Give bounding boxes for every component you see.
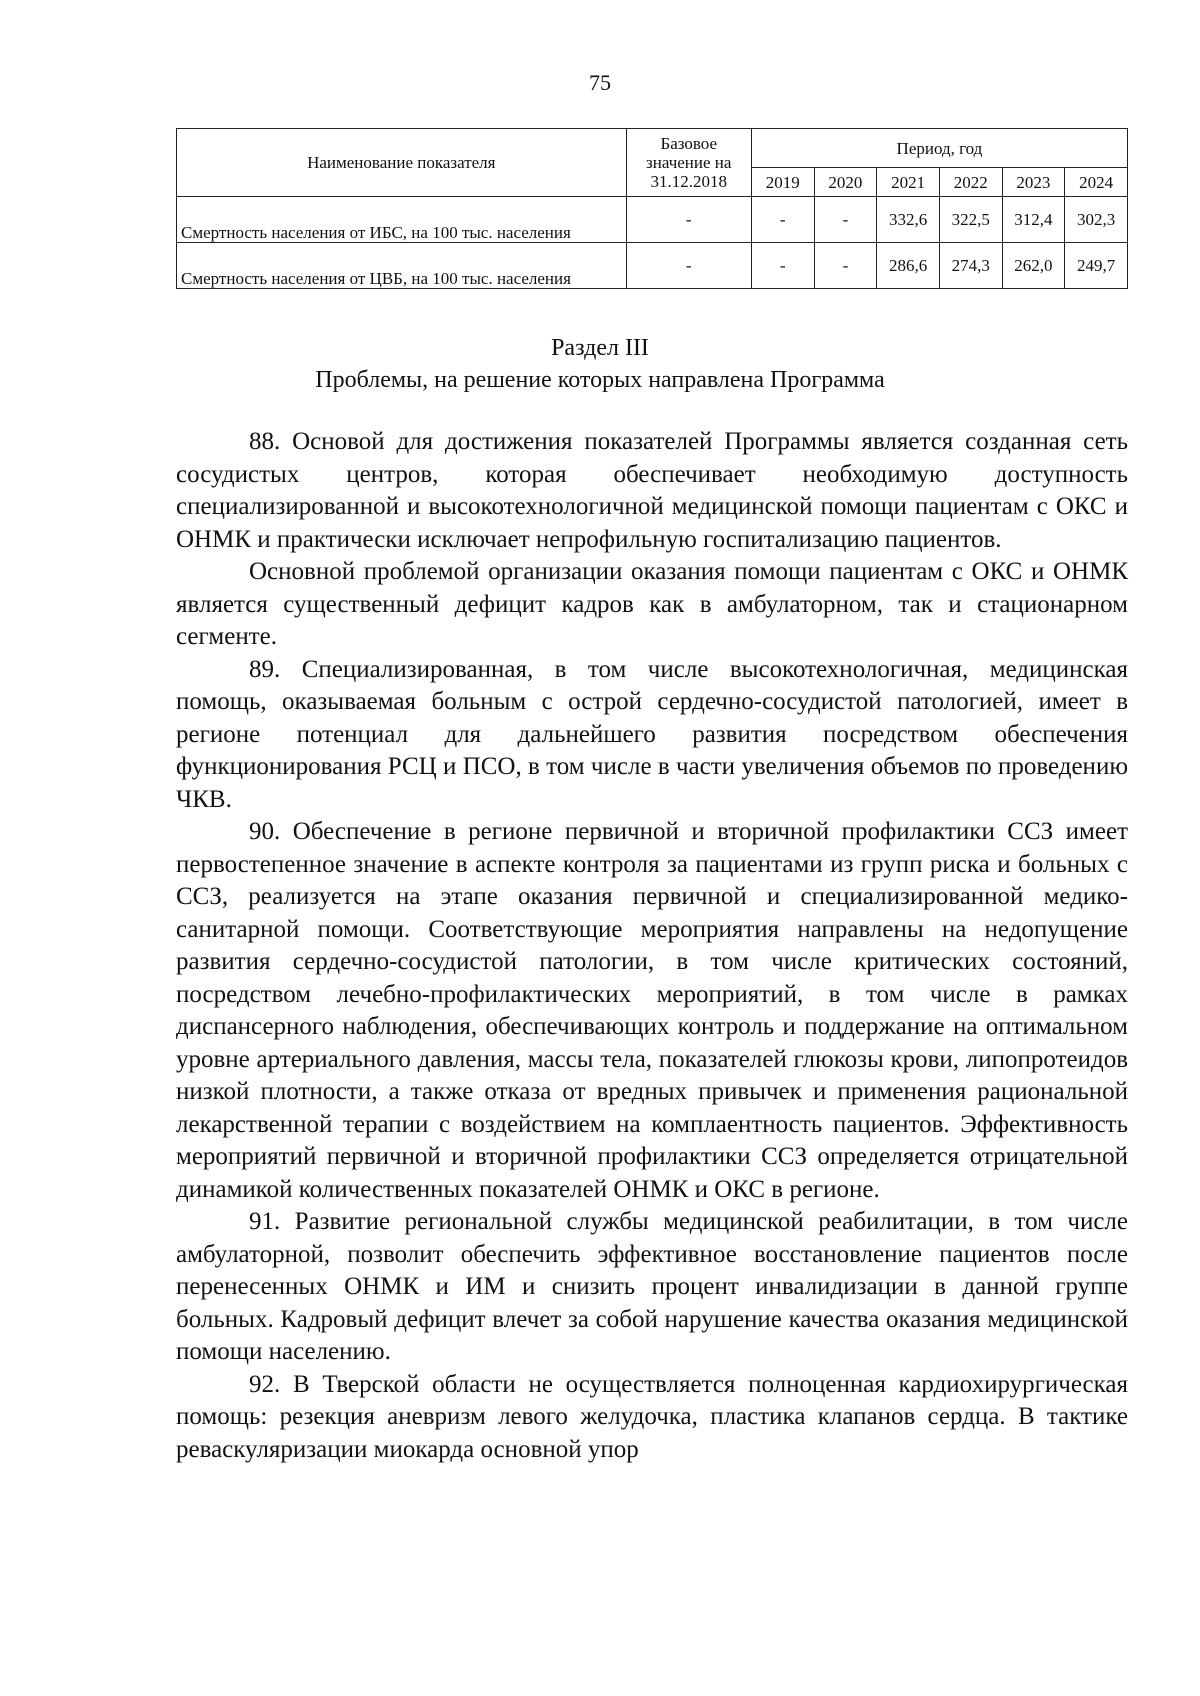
header-year: 2024	[1065, 168, 1128, 197]
header-year: 2021	[877, 168, 940, 197]
year-value-cell: 322,5	[939, 197, 1002, 243]
body-text	[176, 426, 1128, 1466]
section-heading: Раздел III	[551, 335, 649, 361]
header-year: 2019	[751, 168, 814, 197]
year-value-cell: 249,7	[1065, 243, 1128, 289]
indicators-table	[176, 128, 1128, 289]
year-value-cell: -	[814, 243, 877, 289]
year-value-cell: -	[751, 243, 814, 289]
table-row	[177, 243, 1128, 289]
table-header-row	[177, 129, 1128, 168]
paragraph: 91. Развитие региональной службы медицинской реабилитации, в том числе амбулаторной, позволит обеспечить эффективное восстановление пациентов после перенесенных ОНМК и ИМ и снизить процент инвалидизации в данной группе больных. Кадровый дефицит влечет за собой нарушение качества оказания медицинской помощи населению.	[176, 1208, 1128, 1365]
year-value-cell: 332,6	[877, 197, 940, 243]
page-number: 75	[589, 70, 611, 95]
indicator-name-cell: Смертность населения от ЦВБ, на 100 тыс. населения	[177, 243, 627, 289]
year-value-cell: 312,4	[1002, 197, 1065, 243]
year-value-cell: 302,3	[1065, 197, 1128, 243]
year-value-cell: -	[814, 197, 877, 243]
year-value-cell: 274,3	[939, 243, 1002, 289]
indicator-name-cell: Смертность населения от ИБС, на 100 тыс. населения	[177, 197, 627, 243]
year-value-cell: 262,0	[1002, 243, 1065, 289]
paragraph: 92. В Тверской области не осуществляется полноценная кардиохирургическая помощь: резекция аневризм левого желудочка, пластика клапанов сердца. В тактике реваскуляризации миокарда основной упор	[176, 1370, 1128, 1463]
section-subheading: Проблемы, на решение которых направлена Программа	[315, 367, 885, 393]
year-value-cell: 286,6	[877, 243, 940, 289]
header-base-value: Базовое значение на 31.12.2018	[626, 129, 751, 197]
base-value-cell: -	[626, 197, 751, 243]
base-value-cell: -	[626, 243, 751, 289]
paragraph: Основной проблемой организации оказания помощи пациентам с ОКС и ОНМК является существенный дефицит кадров как в амбулаторном, так и стационарном сегменте.	[176, 558, 1128, 650]
header-year: 2022	[939, 168, 1002, 197]
paragraph: 90. Обеспечение в регионе первичной и вторичной профилактики ССЗ имеет первостепенное значение в аспекте контроля за пациентами из групп риска и больных с ССЗ, реализуется на этапе оказания первичной и специализированной медико-санитарной помощи. Соответствующие мероприятия направлены на недопущение развития сердечно-сосудистой патологии, в том числе критических состояний, посредством лечебно-профилактических мероприятий, в том числе в рамках диспансерного наблюдения, обеспечивающих контроль и поддержание на оптимальном уровне артериального давления, массы тела, показателей глюкозы крови, липопротеидов низкой плотности, а также отказа от вредных привычек и применения рациональной лекарственной терапии с воздействием на комплаентность пациентов. Эффективность мероприятий первичной и вторичной профилактики ССЗ определяется отрицательной динамикой количественных показателей ОНМК и ОКС в регионе.	[176, 818, 1128, 1203]
paragraph: 89. Специализированная, в том числе высокотехнологичная, медицинская помощь, оказываемая больным с острой сердечно-сосудистой патологией, имеет в регионе потенциал для дальнейшего развития посредством обеспечения функционирования РСЦ и ПСО, в том числе в части увеличения объемов по проведению ЧКВ.	[176, 655, 1128, 813]
header-indicator-name: Наименование показателя	[177, 129, 627, 197]
header-period: Период, год	[751, 129, 1127, 168]
header-year: 2023	[1002, 168, 1065, 197]
table-row	[177, 197, 1128, 243]
paragraph: 88. Основой для достижения показателей Программы является созданная сеть сосудистых центров, которая обеспечивает необходимую доступность специализированной и высокотехнологичной медицинской помощи пациентам с ОКС и ОНМК и практически исключает непрофильную госпитализацию пациентов.	[176, 428, 1128, 553]
header-year: 2020	[814, 168, 877, 197]
year-value-cell: -	[751, 197, 814, 243]
